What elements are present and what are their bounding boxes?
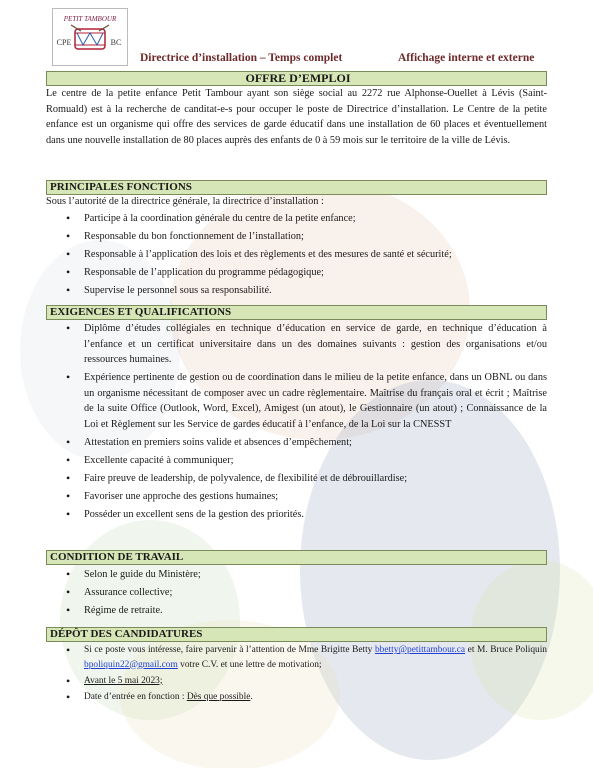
- list-item: • Responsable du bon fonctionnement de l’installation;: [66, 229, 547, 245]
- list-item: • Posséder un excellent sens de la gestion des priorités.: [66, 507, 547, 523]
- list-item: • Régime de retraite.: [66, 603, 547, 619]
- logo-text-top: PETIT TAMBOUR: [63, 15, 117, 23]
- cpe-logo: [52, 8, 128, 66]
- start-label: Date d’entrée en fonction :: [84, 691, 187, 702]
- section-heading-condition: CONDITION DE TRAVAIL: [46, 550, 547, 565]
- intro-paragraph: Le centre de la petite enfance Petit Tambour ayant son siège social au 2272 rue Alphonse-Ouellet à Lévis (Saint-Romuald) est à la recherche de canditat-e-s pour occuper le poste de Directrice d’installation. Le Centre de la petite enfance est un organisme qui offre des services de garde éducatif dans une installation de 60 places et éventuellement dans une nouvelle installation de 80 places auprès des enfants de 0 à 59 mois sur le territoire de la ville de Lévis.: [46, 88, 547, 146]
- email-link-poliquin[interactable]: bpoliquin22@gmail.com: [84, 659, 178, 670]
- page-title: OFFRE D’EMPLOI: [46, 71, 547, 86]
- list-item-start-date: [66, 690, 547, 705]
- logo-text-right: BC: [110, 38, 122, 47]
- deadline-text: Avant le 5 mai 2023;: [84, 675, 163, 686]
- list-item-apply: [66, 643, 547, 672]
- list-item: • Favoriser une approche des gestions humaines;: [66, 489, 547, 505]
- list-item: • Supervise le personnel sous sa responsabilité.: [66, 283, 547, 299]
- list-item: • Expérience pertinente de gestion ou de coordination dans le milieu de la petite enfance, dans un OBNL ou dans un organisme nécessitant de composer avec un cadre règlementaire. Maîtrise du français oral et écrit ; Maîtrise de la suite Office (Outlook, Word, Excel), Amigest (un atout), le Gestionnaire (un atout) ; Connaissance de la Loi et Règlement sur les Service de gardes éducatif à l’enfance, de la Loi sur la CNESST: [66, 370, 547, 432]
- list-item-deadline: [66, 674, 547, 689]
- fonctions-lead: Sous l’autorité de la directrice générale, la directrice d’installation :: [46, 196, 324, 207]
- list-item: • Participe à la coordination générale du centre de la petite enfance;: [66, 211, 547, 227]
- list-item: • Faire preuve de leadership, de polyvalence, de flexibilité et de débrouillardise;: [66, 471, 547, 487]
- fonctions-list: [66, 211, 547, 301]
- condition-list: [66, 567, 547, 621]
- section-heading-depot: DÉPÔT DES CANDIDATURES: [46, 627, 547, 642]
- list-item: • Attestation en premiers soins valide et absences d’empêchement;: [66, 435, 547, 451]
- list-item: • Diplôme d’études collégiales en technique d’éducation en service de garde, en technique d’éducation à l’enfance et un certificat universitaire dans un des domaines suivants : gestion des organisations et/ou ressources humaines.: [66, 321, 547, 368]
- depot-list: [66, 643, 547, 706]
- logo-text-left: CPE: [56, 38, 72, 47]
- start-value: Dès que possible: [186, 691, 251, 702]
- posting-type: Affichage interne et externe: [398, 52, 535, 64]
- section-heading-fonctions: PRINCIPALES FONCTIONS: [46, 180, 547, 195]
- apply-text: et M. Bruce Poliquin: [465, 645, 547, 655]
- email-link-betty[interactable]: bbetty@petittambour.ca: [374, 645, 466, 655]
- list-item: • Excellente capacité à communiquer;: [66, 453, 547, 469]
- apply-text: Si ce poste vous intéresse, faire parvenir à l’attention de Mme Brigitte Betty: [84, 645, 375, 655]
- list-item: • Selon le guide du Ministère;: [66, 567, 547, 583]
- start-end: .: [250, 691, 253, 702]
- position-title: Directrice d’installation – Temps complet: [140, 52, 343, 64]
- exigences-list: [66, 321, 547, 525]
- list-item: • Responsable de l’application du programme pédagogique;: [66, 265, 547, 281]
- list-item: • Assurance collective;: [66, 585, 547, 601]
- list-item: • Responsable à l’application des lois et des règlements et des mesures de santé et sécurité;: [66, 247, 547, 263]
- section-heading-exigences: EXIGENCES ET QUALIFICATIONS: [46, 305, 547, 320]
- apply-text: votre C.V. et une lettre de motivation;: [177, 659, 322, 670]
